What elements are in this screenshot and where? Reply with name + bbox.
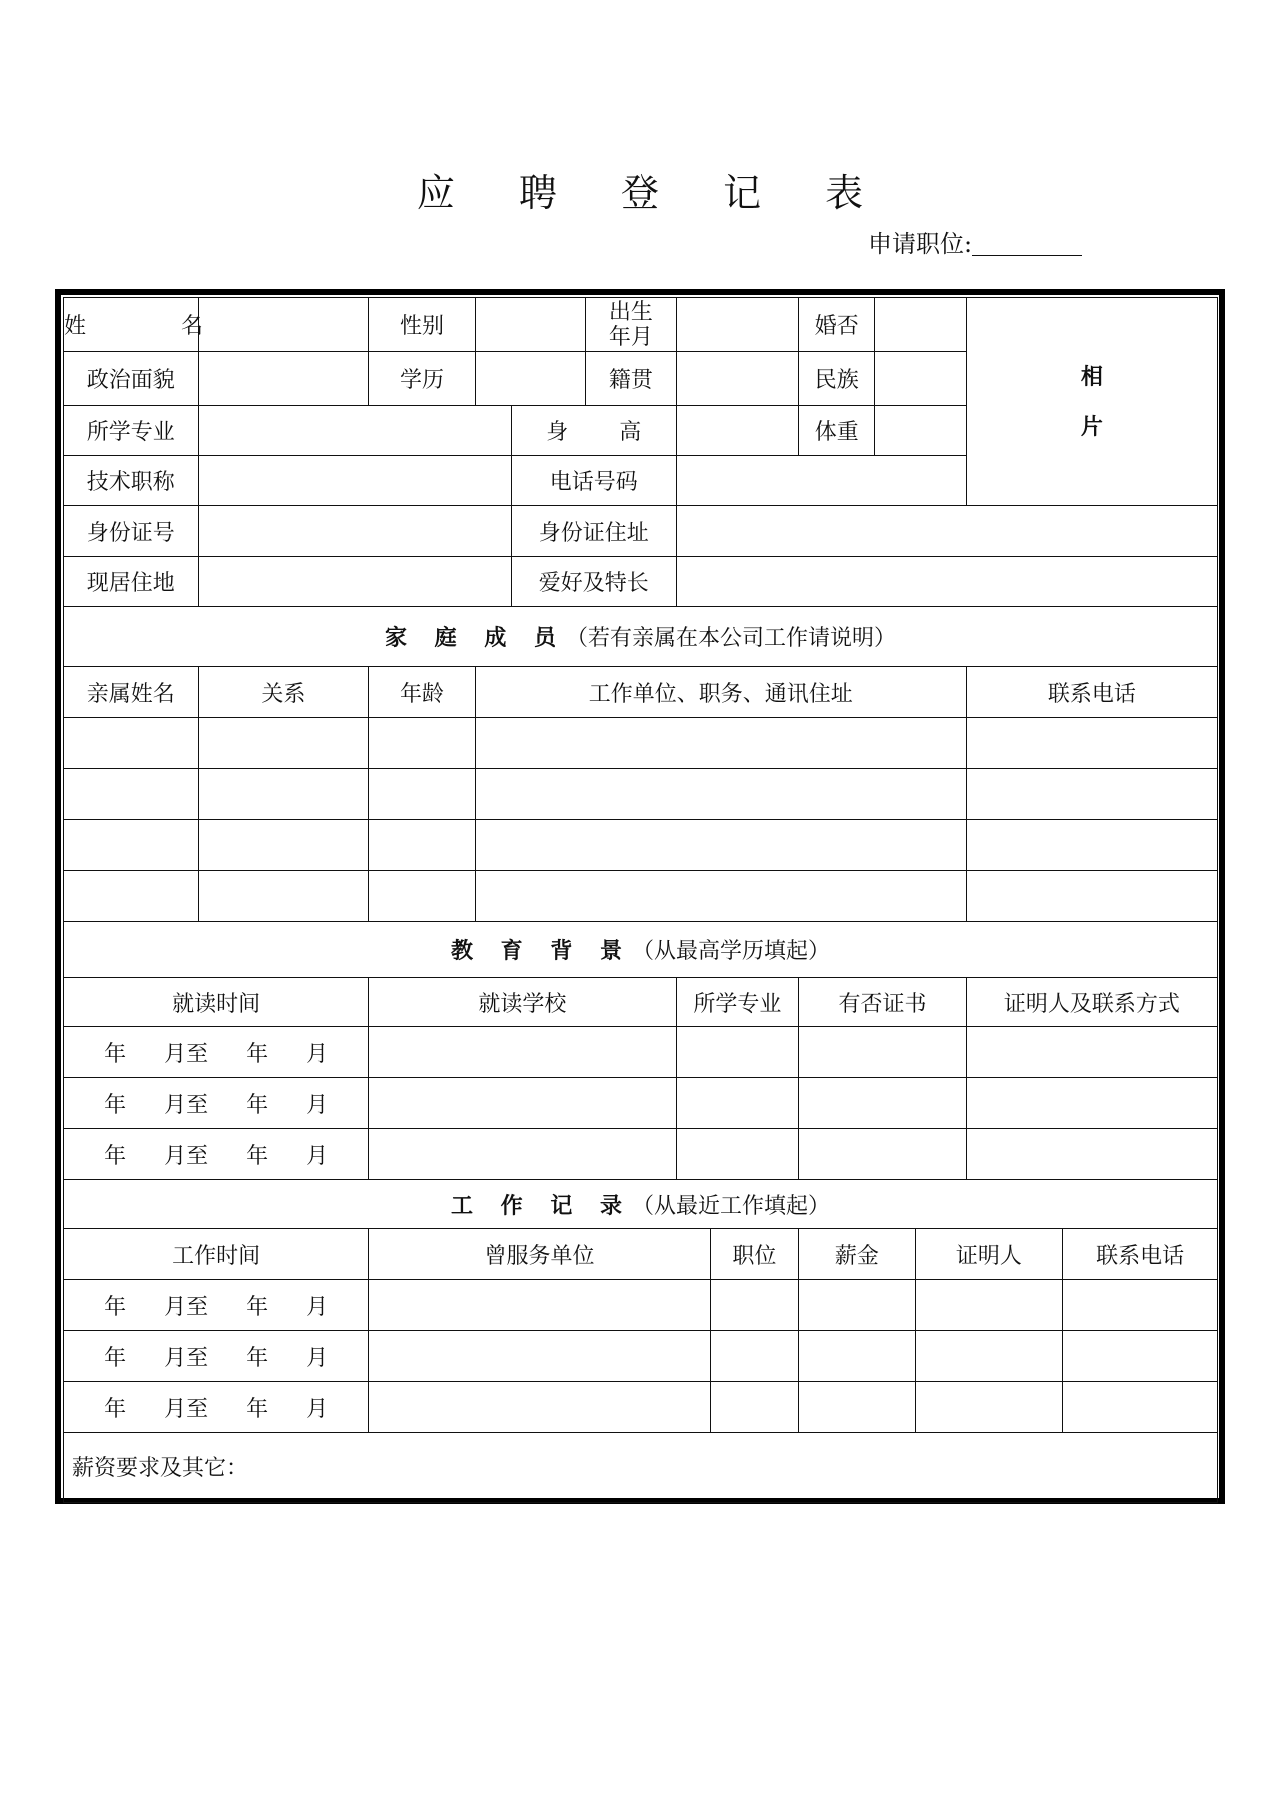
form-table [63,297,1218,1503]
family-cell[interactable] [475,871,966,922]
salary-requirements-label: 薪资要求及其它： [72,1456,249,1481]
work-period-cell[interactable]: 年 月至 年 月 [64,1382,369,1433]
edu-period-cell[interactable]: 年 月至 年 月 [64,1078,369,1129]
family-row [64,769,1218,820]
major-field[interactable] [198,406,511,456]
family-cell[interactable] [966,820,1217,871]
family-cell[interactable] [64,718,199,769]
work-position-cell[interactable] [710,1382,798,1433]
work-col-position: 职位 [710,1229,798,1280]
family-cell[interactable] [475,769,966,820]
phone-label: 电话号码 [511,456,676,506]
work-salary-cell[interactable] [799,1280,916,1331]
family-section-row [64,607,1218,667]
work-header-row [64,1229,1218,1280]
family-row [64,820,1218,871]
edu-major-cell[interactable] [676,1027,799,1078]
work-phone-cell[interactable] [1063,1331,1218,1382]
family-col-workplace: 工作单位、职务、通讯住址 [475,667,966,718]
work-row [64,1331,1218,1382]
work-employer-cell[interactable] [369,1331,710,1382]
work-col-employer: 曾服务单位 [369,1229,710,1280]
major-label: 所学专业 [64,406,199,456]
family-cell[interactable] [475,820,966,871]
family-cell[interactable] [966,769,1217,820]
work-row [64,1382,1218,1433]
edu-col-major: 所学专业 [676,978,799,1027]
education-label: 学历 [369,352,475,406]
id-number-field[interactable] [198,506,511,557]
edu-reference-cell[interactable] [966,1027,1217,1078]
work-employer-cell[interactable] [369,1382,710,1433]
id-address-label: 身份证住址 [511,506,676,557]
name-label: 姓 名 [64,298,199,352]
edu-col-school: 就读学校 [369,978,676,1027]
family-cell[interactable] [966,718,1217,769]
edu-col-period: 就读时间 [64,978,369,1027]
tech-title-label: 技术职称 [64,456,199,506]
family-cell[interactable] [198,718,369,769]
current-address-field[interactable] [198,557,511,607]
weight-field[interactable] [875,406,966,456]
family-cell[interactable] [369,871,475,922]
work-row [64,1280,1218,1331]
registration-form [63,297,1218,1503]
salary-row [64,1433,1218,1503]
work-salary-cell[interactable] [799,1382,916,1433]
education-header-row [64,978,1218,1027]
edu-reference-cell[interactable] [966,1129,1217,1180]
family-row [64,718,1218,769]
education-row [64,1078,1218,1129]
work-section-row [64,1180,1218,1229]
family-col-phone: 联系电话 [966,667,1217,718]
work-period-cell[interactable]: 年 月至 年 月 [64,1280,369,1331]
work-phone-cell[interactable] [1063,1382,1218,1433]
family-cell[interactable] [369,820,475,871]
edu-period-cell[interactable]: 年 月至 年 月 [64,1129,369,1180]
work-reference-cell[interactable] [915,1331,1063,1382]
education-field[interactable] [475,352,585,406]
work-col-period: 工作时间 [64,1229,369,1280]
work-reference-cell[interactable] [915,1382,1063,1433]
edu-school-cell[interactable] [369,1027,676,1078]
birth-label: 出生 年月 [586,298,676,352]
family-cell[interactable] [475,718,966,769]
marital-label: 婚否 [799,298,875,352]
education-row [64,1027,1218,1078]
height-label: 身 高 [511,406,676,456]
family-cell[interactable] [198,871,369,922]
ethnicity-label: 民族 [799,352,875,406]
apply-position-label: 申请职位: [868,230,973,258]
hobbies-field[interactable] [676,557,1217,607]
weight-label: 体重 [799,406,875,456]
marital-field[interactable] [875,298,966,352]
family-section-heading: 家 庭 成 员（若有亲属在本公司工作请说明） [64,607,1218,667]
family-col-relation: 关系 [198,667,369,718]
education-section-row [64,922,1218,978]
work-section-heading: 工 作 记 录（从最近工作填起） [64,1180,1218,1229]
education-section-heading: 教 育 背 景（从最高学历填起） [64,922,1218,978]
salary-requirements-field[interactable] [64,1433,1218,1503]
height-field[interactable] [676,406,799,456]
family-cell[interactable] [369,769,475,820]
hobbies-label: 爱好及特长 [511,557,676,607]
ethnicity-field[interactable] [875,352,966,406]
family-cell[interactable] [64,871,199,922]
family-col-age: 年龄 [369,667,475,718]
gender-label: 性别 [369,298,475,352]
work-position-cell[interactable] [710,1280,798,1331]
work-phone-cell[interactable] [1063,1280,1218,1331]
family-cell[interactable] [64,769,199,820]
family-header-row [64,667,1218,718]
edu-col-certificate: 有否证书 [799,978,967,1027]
edu-col-reference: 证明人及联系方式 [966,978,1217,1027]
work-period-cell[interactable]: 年 月至 年 月 [64,1331,369,1382]
tech-title-field[interactable] [198,456,511,506]
family-row [64,871,1218,922]
phone-field[interactable] [676,456,966,506]
work-position-cell[interactable] [710,1331,798,1382]
family-cell[interactable] [966,871,1217,922]
edu-reference-cell[interactable] [966,1078,1217,1129]
education-row [64,1129,1218,1180]
work-reference-cell[interactable] [915,1280,1063,1331]
family-col-name: 亲属姓名 [64,667,199,718]
work-col-phone: 联系电话 [1063,1229,1218,1280]
edu-major-cell[interactable] [676,1078,799,1129]
family-cell[interactable] [198,820,369,871]
family-cell[interactable] [369,718,475,769]
edu-major-cell[interactable] [676,1129,799,1180]
basic-row-6 [64,557,1218,607]
gender-field[interactable] [475,298,585,352]
native-place-label: 籍贯 [586,352,676,406]
apply-position-field[interactable] [972,229,1082,256]
current-address-label: 现居住地 [64,557,199,607]
id-number-label: 身份证号 [64,506,199,557]
native-place-field[interactable] [676,352,799,406]
basic-row-1 [64,298,1218,352]
edu-period-cell[interactable]: 年 月至 年 月 [64,1027,369,1078]
apply-position-row [868,224,1082,259]
political-field[interactable] [198,352,369,406]
photo-box[interactable]: 相 片 [966,298,1217,506]
work-employer-cell[interactable] [369,1280,710,1331]
id-address-field[interactable] [676,506,1217,557]
work-col-reference: 证明人 [915,1229,1063,1280]
edu-certificate-cell[interactable] [799,1078,967,1129]
family-cell[interactable] [64,820,199,871]
work-salary-cell[interactable] [799,1331,916,1382]
page-title: 应 聘 登 记 表 [416,171,890,215]
edu-school-cell[interactable] [369,1078,676,1129]
birth-field[interactable] [676,298,799,352]
edu-school-cell[interactable] [369,1129,676,1180]
basic-row-5 [64,506,1218,557]
edu-certificate-cell[interactable] [799,1027,967,1078]
work-col-salary: 薪金 [799,1229,916,1280]
edu-certificate-cell[interactable] [799,1129,967,1180]
family-cell[interactable] [198,769,369,820]
political-label: 政治面貌 [64,352,199,406]
